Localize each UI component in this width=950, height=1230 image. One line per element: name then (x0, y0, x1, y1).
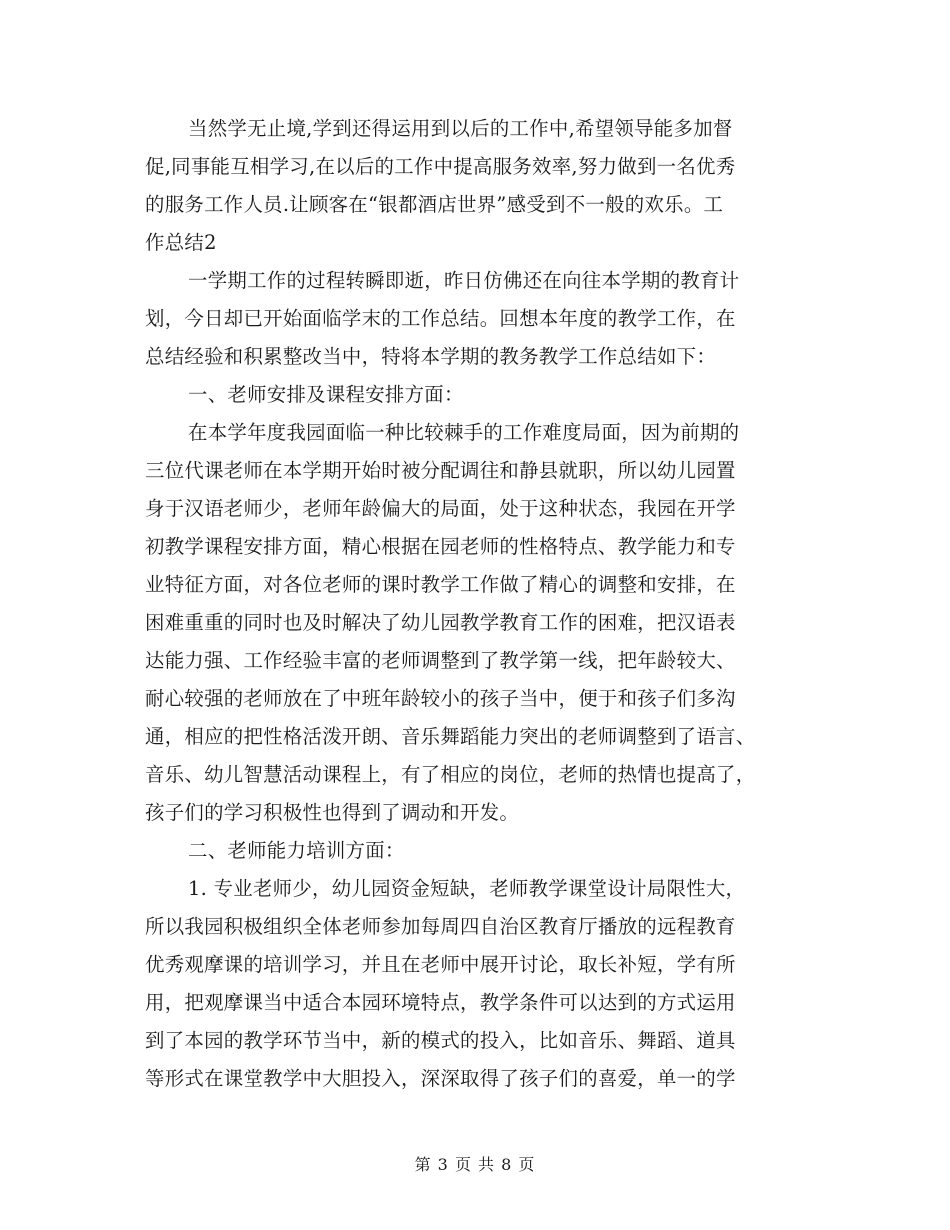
text-line: 孩子们的学习积极性也得到了调动和开发。 (145, 801, 520, 824)
text-line: 困难重重的同时也及时解决了幼儿园教学教育工作的困难，把汉语表 (145, 611, 736, 634)
text-line: 三位代课老师在本学期开始时被分配调往和静县就职，所以幼儿园置 (145, 459, 736, 482)
section-heading: 一、老师安排及课程安排方面： (188, 383, 464, 406)
page-number-footer: 第 3 页 共 8 页 (414, 1155, 536, 1174)
text-line: 1. 专业老师少，幼儿园资金短缺，老师教学课堂设计局限性大， (188, 877, 746, 900)
text-line: 所以我园积极组织全体老师参加每周四自治区教育厅播放的远程教育 (145, 915, 736, 938)
text-line: 通，相应的把性格活泼开朗、音乐舞蹈能力突出的老师调整到了语言、 (145, 725, 756, 748)
text-line: 在本学年度我园面临一种比较棘手的工作难度局面，因为前期的 (188, 421, 740, 444)
text-line: 耐心较强的老师放在了中班年龄较小的孩子当中，便于和孩子们多沟 (145, 687, 736, 710)
text-line: 业特征方面，对各位老师的课时教学工作做了精心的调整和安排，在 (145, 573, 736, 596)
text-line: 促,同事能互相学习,在以后的工作中提高服务效率,努力做到一名优秀 (145, 155, 736, 178)
text-line: 等形式在课堂教学中大胆投入，深深取得了孩子们的喜爱，单一的学 (145, 1067, 736, 1090)
text-line: 身于汉语老师少，老师年龄偏大的局面，处于这种状态，我园在开学 (145, 497, 736, 520)
text-line: 的服务工作人员.让顾客在“银都酒店世界”感受到不一般的欢乐。工 (145, 193, 724, 216)
text-line: 划，今日却已开始面临学末的工作总结。回想本年度的教学工作，在 (145, 307, 736, 330)
text-line: 当然学无止境,学到还得运用到以后的工作中,希望领导能多加督 (188, 117, 733, 140)
section-heading: 二、老师能力培训方面： (188, 839, 405, 862)
text-line: 达能力强、工作经验丰富的老师调整到了教学第一线，把年龄较大、 (145, 649, 736, 672)
text-line: 作总结2 (145, 231, 217, 254)
text-line: 音乐、幼儿智慧活动课程上，有了相应的岗位，老师的热情也提高了， (145, 763, 756, 786)
text-line: 初教学课程安排方面，精心根据在园老师的性格特点、教学能力和专 (145, 535, 736, 558)
text-line: 一学期工作的过程转瞬即逝，昨日仿佛还在向往本学期的教育计 (188, 269, 740, 292)
text-line: 用，把观摩课当中适合本园环境特点，教学条件可以达到的方式运用 (145, 991, 736, 1014)
text-line: 总结经验和积累整改当中，特将本学期的教务教学工作总结如下： (145, 345, 717, 368)
text-line: 到了本园的教学环节当中，新的模式的投入，比如音乐、舞蹈、道具 (145, 1029, 736, 1052)
text-line: 优秀观摩课的培训学习，并且在老师中展开讨论，取长补短，学有所 (145, 953, 736, 976)
